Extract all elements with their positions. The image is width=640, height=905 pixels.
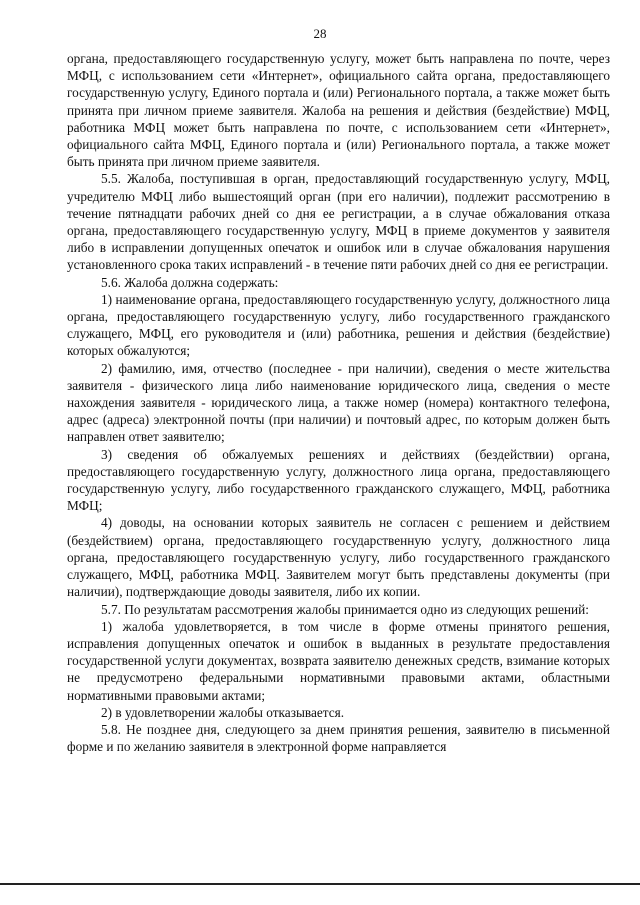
paragraph-5-7: 5.7. По результатам рассмотрения жалобы принимается одно из следующих решений:: [101, 601, 589, 617]
list-item-5-6-2: 2) фамилию, имя, отчество (последнее - при наличии), сведения о месте жительства заявителя - физического лица либо наименование юридического лица, сведения о месте нахождения заявителя - юридического лица, а также номер (номера) контактного телефона, адрес (адреса) электронной почты (при наличии) и почтовый адрес, по которым должен быть направлен ответ заявителю;: [67, 360, 610, 445]
list-item-5-7-2: 2) в удовлетворении жалобы отказывается.: [101, 704, 345, 720]
paragraph-5-6: 5.6. Жалоба должна содержать:: [101, 274, 279, 290]
paragraph-5-5: 5.5. Жалоба, поступившая в орган, предоставляющий государственную услугу, МФЦ, учредителю МФЦ либо вышестоящий орган (при его наличии), подлежит рассмотрению в течение пятнадцати рабочих дней со дня ее регистрации, а в случае обжалования отказа органа, предоставляющего государственную услугу, МФЦ в приеме документов у заявителя либо в исправлении допущенных опечаток и ошибок или в случае обжалования нарушения установленного срока таких исправлений - в течение пяти рабочих дней со дня ее регистрации.: [67, 171, 610, 273]
paragraph-continued: органа, предоставляющего государственную услугу, может быть направлена по почте, через МФЦ, с использованием сети «Интернет», официального сайта органа, предоставляющего государственную услугу, Единого портала и (или) Регионального портала, а также может быть принята при личном приеме заявителя. Жалоба на решения и действия (бездействие) МФЦ, работника МФЦ может быть направлена по почте, с использованием сети «Интернет», официального сайта МФЦ, Единого портала и (или) Регионального портала, а также может быть принята при личном приеме заявителя.: [67, 51, 610, 170]
list-item-5-6-3: 3) сведения об обжалуемых решениях и действиях (бездействии) органа, предоставляющего государственную услугу, должностного лица органа, предоставляющего государственную услугу, либо государственного гражданского служащего, МФЦ, работника МФЦ;: [67, 446, 610, 514]
document-body: [67, 50, 610, 755]
bottom-rule: [0, 883, 640, 885]
list-item-5-6-1: 1) наименование органа, предоставляющего государственную услугу, должностного лица органа, предоставляющего государственную услугу, либо государственного гражданского служащего, МФЦ, его руководителя и (или) работника, решения и действия (бездействие) которых обжалуются;: [67, 291, 610, 359]
page-number: 28: [313, 26, 327, 41]
list-item-5-6-4: 4) доводы, на основании которых заявитель не согласен с решением и действием (бездействием) органа, предоставляющего государственную услугу, должностного лица органа, предоставляющего государственную услугу, либо государственного гражданского служащего, МФЦ, работника МФЦ. Заявителем могут быть представлены документы (при наличии), подтверждающие доводы заявителя, либо их копии.: [67, 515, 610, 600]
list-item-5-7-1: 1) жалоба удовлетворяется, в том числе в форме отмены принятого решения, исправления допущенных опечаток и ошибок в выданных в результате предоставления государственной услуги документах, возврата заявителю денежных средств, взимание которых не предусмотрено федеральными нормативными правовыми актами, областными нормативными правовыми актами;: [67, 618, 610, 703]
paragraph-5-8: 5.8. Не позднее дня, следующего за днем принятия решения, заявителю в письменной форме и по желанию заявителя в электронной форме направляется: [67, 721, 610, 755]
